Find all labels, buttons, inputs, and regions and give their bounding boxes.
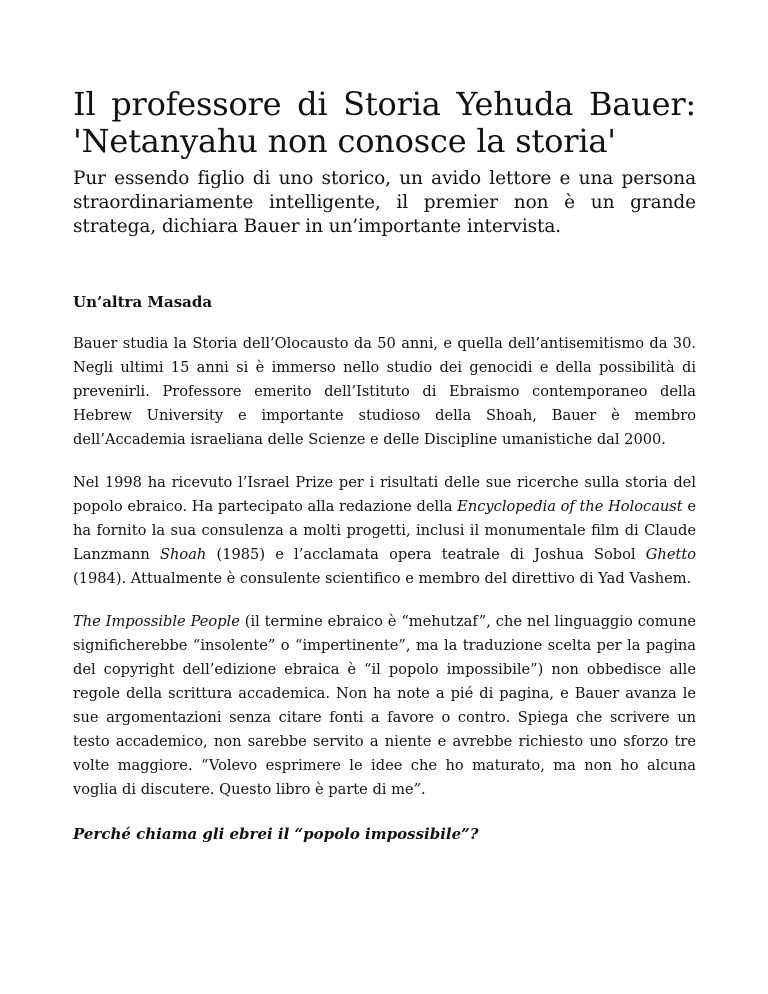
interview-question: Perché chiama gli ebrei il “popolo impossibile”? xyxy=(73,825,479,843)
article xyxy=(73,86,696,846)
book-title: The Impossible People xyxy=(73,613,240,630)
paragraph-3-text: (il termine ebraico è “mehutzaf”, che nel linguaggio comune significherebbe “insolente” o “impertinente”, ma la traduzione scelta per la pagina del copyright dell’edizione ebraica è “il popolo impossibile”) non obbedisce alle regole della scrittura accademica. Non ha note a pié di pagina, e Bauer avanza le sue argomentazioni senza citare fonti a favore o contro. Spiega che scrivere un testo accademico, non sarebbe servito a niente e avrebbe richiesto uno sforzo tre volte maggiore. “Volevo esprimere le idee che ho maturato, ma non ho alcuna voglia di discutere. Questo libro è parte di me”. xyxy=(73,613,696,798)
article-title: Il professore di Storia Yehuda Bauer: 'Netanyahu non conosce la storia' xyxy=(73,85,696,160)
paragraph-2 xyxy=(73,471,696,591)
paragraph-1: Bauer studia la Storia dell’Olocausto da 50 anni, e quella dell’antisemitismo da 30. Negli ultimi 15 anni si è immerso nello studio dei genocidi e della possibilità di prevenirli. Professore emerito dell’Istituto di Ebraismo contemporaneo della Hebrew University e importante studioso della Shoah, Bauer è membro dell’Accademia israeliana delle Scienze e delle Discipline umanistiche dal 2000. xyxy=(73,335,696,448)
paragraph-3 xyxy=(73,610,696,802)
section-heading: Un’altra Masada xyxy=(73,293,213,311)
encyclopedia-title: Encyclopedia of the Holocaust xyxy=(457,498,683,515)
article-subtitle: Pur essendo figlio di uno storico, un avido lettore e una persona straordinariamente intelligente, il premier non è un grande stratega, dichiara Bauer in un’importante intervista. xyxy=(73,168,696,237)
play-title: Ghetto xyxy=(645,546,696,563)
paragraph-2-text: Nel 1998 ha ricevuto l’Israel Prize per i risultati delle sue ricerche sulla storia del popolo ebraico. Ha partecipato alla redazione della xyxy=(73,474,696,515)
paragraph-2-text: (1985) e l’acclamata opera teatrale di Joshua Sobol xyxy=(206,546,646,563)
paragraph-2-text: (1984). Attualmente è consulente scientifico e membro del direttivo di Yad Vashem. xyxy=(73,570,692,587)
film-title: Shoah xyxy=(160,546,207,563)
paragraph-2-text: e ha fornito la sua consulenza a molti progetti, inclusi il monumentale film di Claude Lanzmann xyxy=(73,498,696,563)
